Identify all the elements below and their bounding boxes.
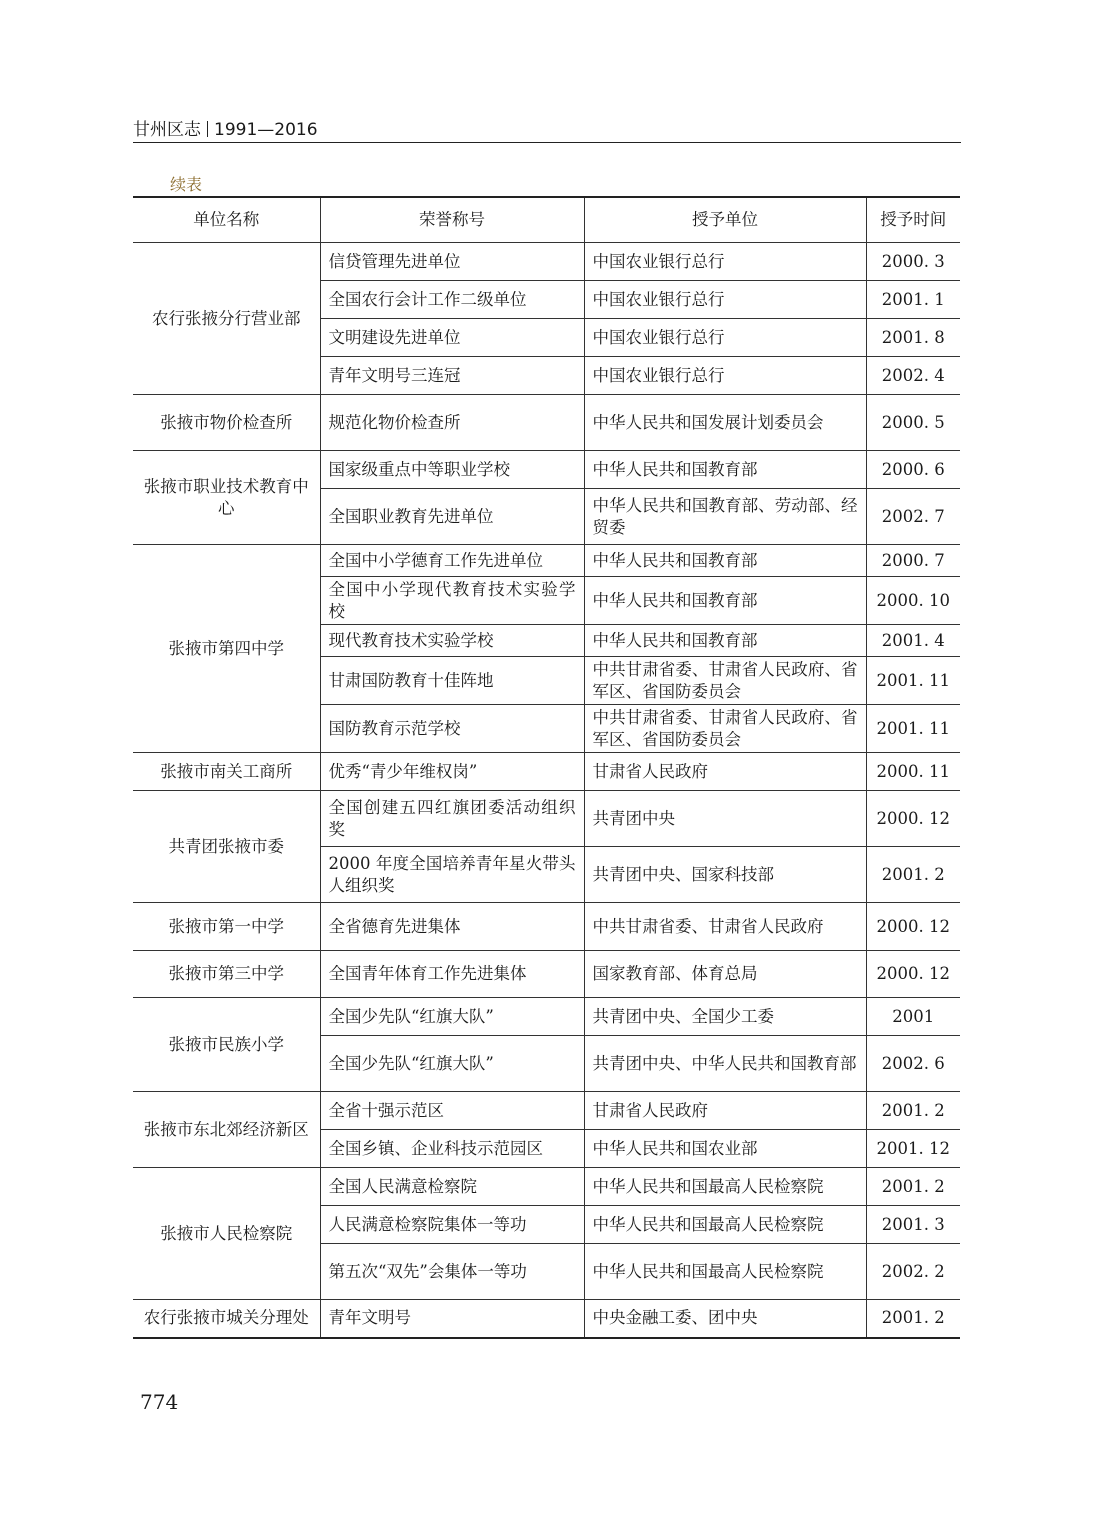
column-header-unit: 单位名称: [133, 197, 320, 243]
honor-cell: 第五次“双先”会集体一等功: [320, 1244, 584, 1300]
date-cell: 2002. 2: [866, 1244, 960, 1300]
table-row: [133, 998, 960, 1036]
date-cell: 2001. 11: [866, 657, 960, 705]
grantor-cell: 中国农业银行总行: [584, 281, 866, 319]
date-cell: 2000. 10: [866, 577, 960, 625]
honor-cell: 现代教育技术实验学校: [320, 625, 584, 657]
grantor-cell: 中华人民共和国最高人民检察院: [584, 1168, 866, 1206]
continued-table-label: 续表: [170, 175, 203, 194]
table-row: [133, 395, 960, 451]
grantor-cell: 中央金融工委、团中央: [584, 1300, 866, 1338]
column-header-grantor: 授予单位: [584, 197, 866, 243]
date-cell: 2000. 12: [866, 791, 960, 847]
date-cell: 2001. 8: [866, 319, 960, 357]
grantor-cell: 共青团中央: [584, 791, 866, 847]
honor-cell: 全省德育先进集体: [320, 903, 584, 951]
honor-cell: 全国青年体育工作先进集体: [320, 951, 584, 998]
unit-name-cell: 张掖市东北郊经济新区: [133, 1092, 320, 1168]
honor-cell: 全国少先队“红旗大队”: [320, 1036, 584, 1092]
unit-name-cell: 张掖市物价检查所: [133, 395, 320, 451]
grantor-cell: 中华人民共和国教育部: [584, 545, 866, 577]
grantor-cell: 中国农业银行总行: [584, 243, 866, 281]
grantor-cell: 中共甘肃省委、甘肃省人民政府: [584, 903, 866, 951]
grantor-cell: 中国农业银行总行: [584, 319, 866, 357]
date-cell: 2001. 12: [866, 1130, 960, 1168]
date-cell: 2002. 4: [866, 357, 960, 395]
honor-cell: 全国中小学德育工作先进单位: [320, 545, 584, 577]
grantor-cell: 中华人民共和国最高人民检察院: [584, 1244, 866, 1300]
grantor-cell: 中华人民共和国教育部: [584, 625, 866, 657]
grantor-cell: 中华人民共和国发展计划委员会: [584, 395, 866, 451]
book-years: 1991—2016: [214, 120, 318, 140]
date-cell: 2000. 12: [866, 903, 960, 951]
date-cell: 2000. 12: [866, 951, 960, 998]
date-cell: 2001. 3: [866, 1206, 960, 1244]
header-separator: [207, 121, 208, 137]
honor-cell: 2000 年度全国培养青年星火带头人组织奖: [320, 847, 584, 903]
unit-name-cell: 共青团张掖市委: [133, 791, 320, 903]
grantor-cell: 中共甘肃省委、甘肃省人民政府、省军区、省国防委员会: [584, 705, 866, 753]
date-cell: 2002. 7: [866, 489, 960, 545]
column-header-date: 授予时间: [866, 197, 960, 243]
unit-name-cell: 张掖市人民检察院: [133, 1168, 320, 1300]
date-cell: 2001. 11: [866, 705, 960, 753]
unit-name-cell: 张掖市职业技术教育中心: [133, 451, 320, 545]
table-row: [133, 1168, 960, 1206]
honor-cell: 全国乡镇、企业科技示范园区: [320, 1130, 584, 1168]
honor-cell: 全国少先队“红旗大队”: [320, 998, 584, 1036]
honor-cell: 青年文明号三连冠: [320, 357, 584, 395]
table-body: [133, 243, 960, 1338]
table-row: [133, 903, 960, 951]
page-number: 774: [140, 1390, 179, 1414]
unit-name-cell: 张掖市第四中学: [133, 545, 320, 753]
running-head: [133, 118, 961, 143]
date-cell: 2000. 3: [866, 243, 960, 281]
grantor-cell: 共青团中央、全国少工委: [584, 998, 866, 1036]
honor-cell: 信贷管理先进单位: [320, 243, 584, 281]
honor-cell: 全国职业教育先进单位: [320, 489, 584, 545]
grantor-cell: 中华人民共和国教育部、劳动部、经贸委: [584, 489, 866, 545]
date-cell: 2001. 2: [866, 1168, 960, 1206]
table-row: [133, 1300, 960, 1338]
table-row: [133, 753, 960, 791]
date-cell: 2000. 7: [866, 545, 960, 577]
grantor-cell: 中华人民共和国教育部: [584, 577, 866, 625]
grantor-cell: 中华人民共和国教育部: [584, 451, 866, 489]
date-cell: 2000. 5: [866, 395, 960, 451]
unit-name-cell: 农行张掖分行营业部: [133, 243, 320, 395]
honor-cell: 文明建设先进单位: [320, 319, 584, 357]
honor-cell: 青年文明号: [320, 1300, 584, 1338]
honor-cell: 全国人民满意检察院: [320, 1168, 584, 1206]
grantor-cell: 甘肃省人民政府: [584, 1092, 866, 1130]
honor-cell: 规范化物价检查所: [320, 395, 584, 451]
grantor-cell: 中国农业银行总行: [584, 357, 866, 395]
date-cell: 2001. 2: [866, 1092, 960, 1130]
unit-name-cell: 张掖市南关工商所: [133, 753, 320, 791]
honor-cell: 人民满意检察院集体一等功: [320, 1206, 584, 1244]
grantor-cell: 共青团中央、中华人民共和国教育部: [584, 1036, 866, 1092]
grantor-cell: 中华人民共和国最高人民检察院: [584, 1206, 866, 1244]
table-row: [133, 243, 960, 281]
table-header-row: [133, 197, 960, 243]
honor-cell: 甘肃国防教育十佳阵地: [320, 657, 584, 705]
date-cell: 2001. 2: [866, 847, 960, 903]
honor-cell: 全国农行会计工作二级单位: [320, 281, 584, 319]
date-cell: 2001: [866, 998, 960, 1036]
date-cell: 2002. 6: [866, 1036, 960, 1092]
date-cell: 2001. 1: [866, 281, 960, 319]
column-header-honor: 荣誉称号: [320, 197, 584, 243]
grantor-cell: 中共甘肃省委、甘肃省人民政府、省军区、省国防委员会: [584, 657, 866, 705]
unit-name-cell: 张掖市第三中学: [133, 951, 320, 998]
honor-cell: 国家级重点中等职业学校: [320, 451, 584, 489]
grantor-cell: 国家教育部、体育总局: [584, 951, 866, 998]
honor-cell: 全国中小学现代教育技术实验学校: [320, 577, 584, 625]
table-row: [133, 451, 960, 489]
grantor-cell: 共青团中央、国家科技部: [584, 847, 866, 903]
date-cell: 2001. 4: [866, 625, 960, 657]
honor-cell: 优秀“青少年维权岗”: [320, 753, 584, 791]
table-row: [133, 951, 960, 998]
unit-name-cell: 张掖市第一中学: [133, 903, 320, 951]
table-row: [133, 1092, 960, 1130]
honor-cell: 全国创建五四红旗团委活动组织奖: [320, 791, 584, 847]
date-cell: 2001. 2: [866, 1300, 960, 1338]
book-title: 甘州区志: [133, 120, 201, 140]
grantor-cell: 甘肃省人民政府: [584, 753, 866, 791]
honor-cell: 国防教育示范学校: [320, 705, 584, 753]
date-cell: 2000. 11: [866, 753, 960, 791]
unit-name-cell: 张掖市民族小学: [133, 998, 320, 1092]
honors-table: [133, 196, 960, 1339]
grantor-cell: 中华人民共和国农业部: [584, 1130, 866, 1168]
table-row: [133, 791, 960, 847]
date-cell: 2000. 6: [866, 451, 960, 489]
table-row: [133, 545, 960, 577]
honor-cell: 全省十强示范区: [320, 1092, 584, 1130]
unit-name-cell: 农行张掖市城关分理处: [133, 1300, 320, 1338]
